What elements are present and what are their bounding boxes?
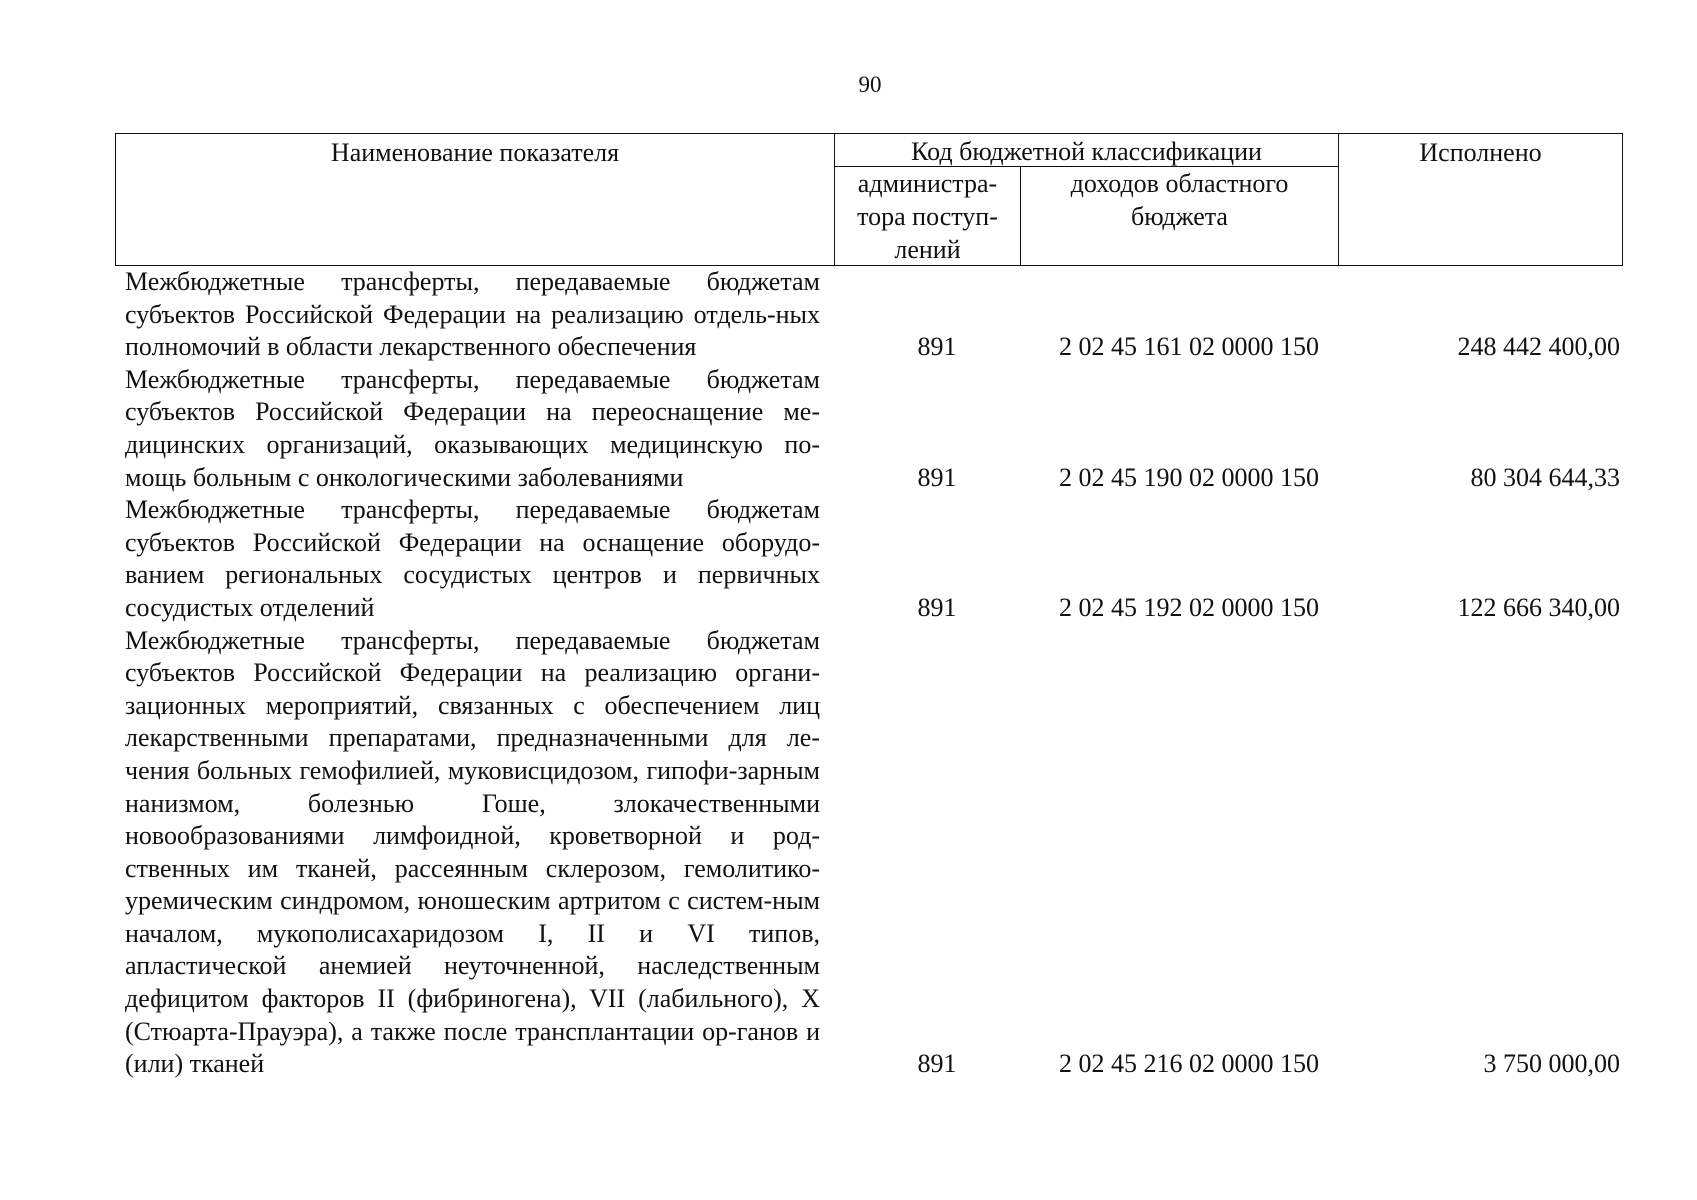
header-admin-line-2: тора поступ- bbox=[857, 202, 998, 231]
row-name: Межбюджетные трансферты, передаваемые бюджетам субъектов Российской Федерации на оснащение оборудо-ванием региональных сосудистых центров и первичных сосудистых отделений bbox=[125, 495, 820, 622]
table-row bbox=[125, 266, 1625, 364]
table-header bbox=[115, 133, 1623, 266]
header-admin-line-3: лений bbox=[894, 235, 961, 264]
page-number: 90 bbox=[858, 72, 882, 97]
row-income-code: 2 02 45 192 02 0000 150 bbox=[1059, 592, 1319, 622]
row-executed-sum: 80 304 644,33 bbox=[1470, 462, 1620, 492]
row-income-code: 2 02 45 190 02 0000 150 bbox=[1059, 462, 1319, 492]
table-row bbox=[125, 625, 1625, 1081]
row-admin-code: 891 bbox=[917, 332, 957, 362]
row-name: Межбюджетные трансферты, передаваемые бюджетам субъектов Российской Федерации на реализацию отдель-ных полномочий в области лекарственного обеспечения bbox=[125, 267, 820, 362]
row-executed-sum: 122 666 340,00 bbox=[1457, 592, 1620, 622]
row-income-code: 2 02 45 161 02 0000 150 bbox=[1059, 332, 1319, 362]
row-executed-sum: 248 442 400,00 bbox=[1457, 332, 1620, 362]
table-row bbox=[125, 494, 1625, 624]
row-admin-code: 891 bbox=[917, 462, 957, 492]
row-executed-sum: 3 750 000,00 bbox=[1483, 1049, 1620, 1079]
header-name: Наименование показателя bbox=[116, 134, 835, 265]
row-name: Межбюджетные трансферты, передаваемые бюджетам субъектов Российской Федерации на реализацию органи-зационных мероприятий, связанных с обеспечением лиц лекарственными препаратами, предназначенными для ле-чения больных гемофилией, муковисцидозом, гипофи-зарным нанизмом, болезнью Гоше, злокачественными новообразованиями лимфоидной, кроветворной и род-ственных им тканей, рассеянным склерозом, гемолитико-уремическим синдромом, юношеским артритом с систем-ным началом, мукополисахаридозом I, II и VI типов, апластической анемией неуточненной, наследственным дефицитом факторов II (фибриногена), VII (лабильного), X (Стюарта-Прауэра), а также после трансплантации ор-ганов и (или) тканей bbox=[125, 625, 820, 1079]
header-income-line-1: доходов областного bbox=[1070, 169, 1289, 198]
header-code-group: Код бюджетной классификации bbox=[835, 134, 1339, 167]
row-admin-code: 891 bbox=[917, 592, 957, 622]
header-admin-line-1: администра- bbox=[857, 169, 998, 198]
header-income bbox=[1021, 167, 1339, 265]
table-row bbox=[125, 364, 1625, 494]
row-name: Межбюджетные трансферты, передаваемые бюджетам субъектов Российской Федерации на переоснащение ме-дицинских организаций, оказывающих медицинскую по-мощь больным с онкологическими заболеваниями bbox=[125, 364, 820, 492]
header-admin bbox=[835, 167, 1021, 265]
row-income-code: 2 02 45 216 02 0000 150 bbox=[1059, 1049, 1319, 1079]
row-admin-code: 891 bbox=[917, 1049, 957, 1079]
header-executed: Исполнено bbox=[1419, 138, 1542, 167]
header-income-line-2: бюджета bbox=[1131, 202, 1228, 231]
table-body bbox=[125, 266, 1625, 1081]
